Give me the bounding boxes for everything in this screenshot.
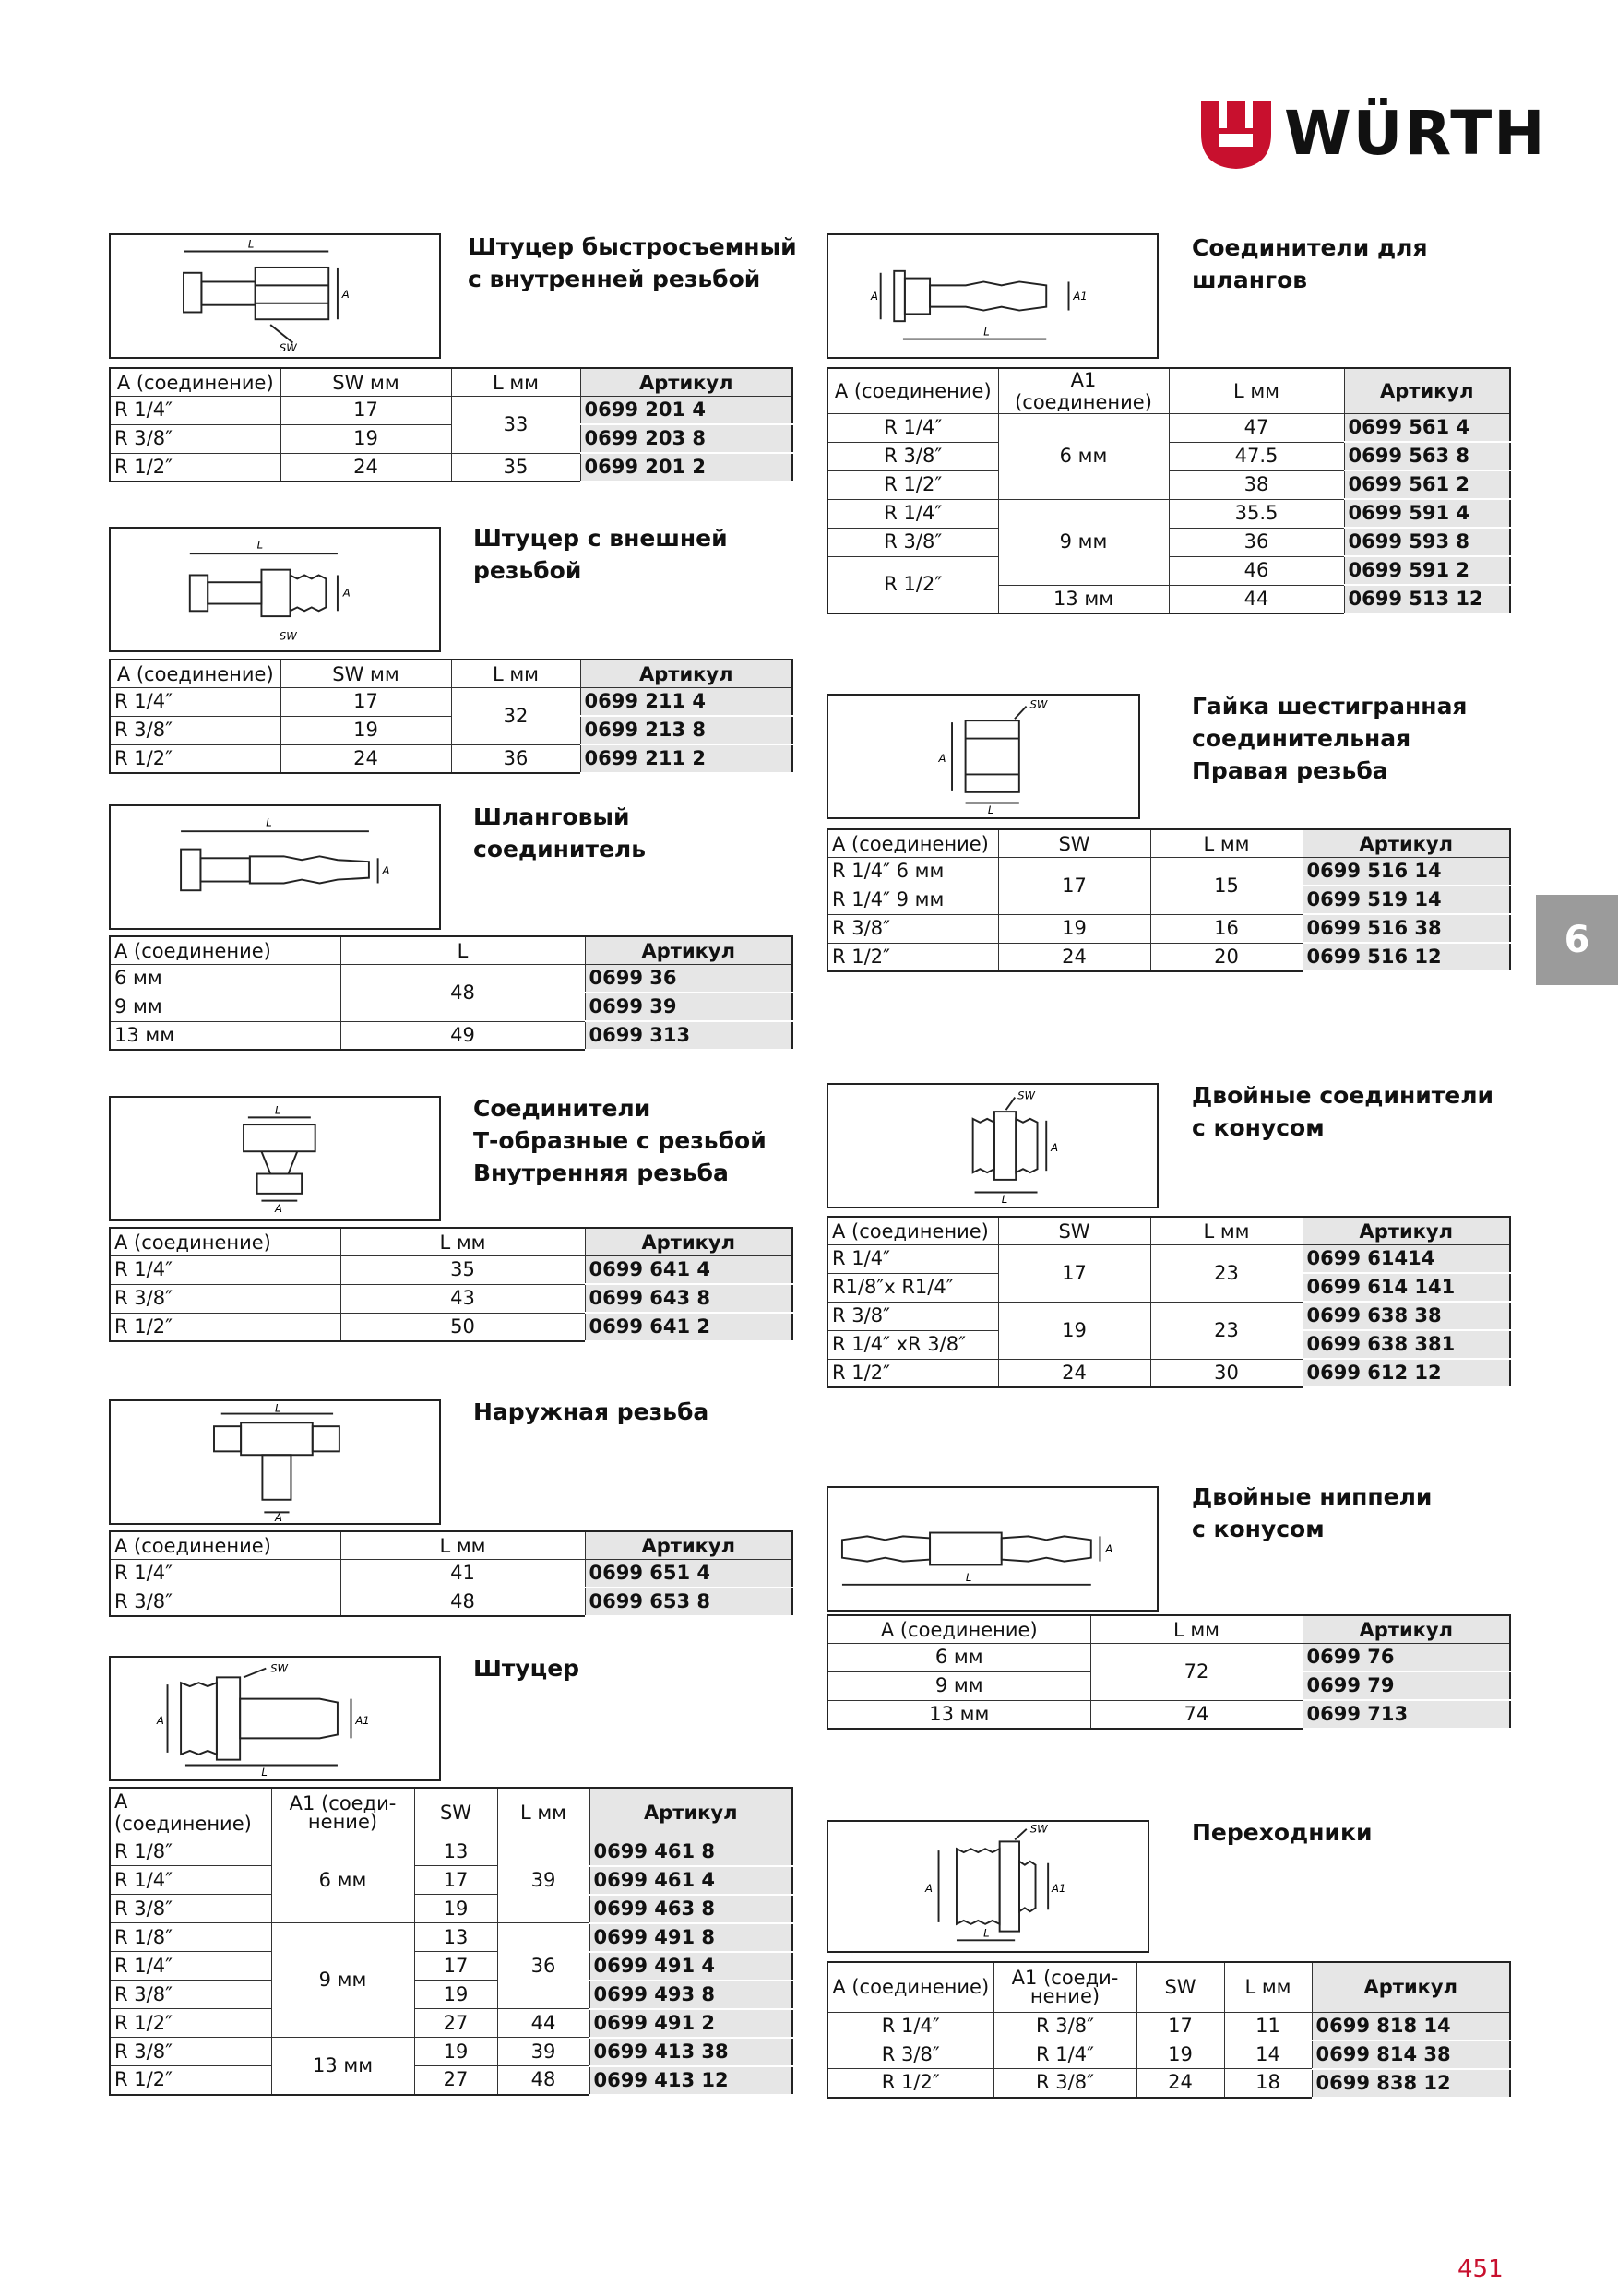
table-row: R 3/8″ 19 16 0699 516 38	[827, 914, 1510, 943]
table-row: R 3/8″ 47.5 0699 563 8	[827, 442, 1510, 470]
table-hose-connectors: A (соединение) A1 (соединение) L мм Артикул R 1/4″ 6 мм 47 0699 561 4 R 3/8″ 47.5 0699 563 8 R 1/2″ 38 0699 561 2 R 1/4″ 9 мм 35.5 0699 591 4 R 3/8″ 36 0699 593 8 R 1/2″ 46 0699 591 2 13 мм 44 0699 513 12	[827, 367, 1511, 614]
table-row: R 1/4″ 17 0699 461 4	[110, 1866, 792, 1895]
section-title-t-connector: Соединители Т-образные с резьбой Внутренняя резьба	[473, 1095, 767, 1186]
dim-label-a: A	[342, 586, 351, 600]
dim-label-a: A	[1105, 1541, 1113, 1555]
table-nipple: A (соединение) A1 (соеди-нение) SW L мм Артикул R 1/8″ 6 мм 13 39 0699 461 8 R 1/4″ 17 0699 461 4 R 3/8″ 19 0699 463 8 R 1/8″ 9 мм 13 36 0699 491 8 R 1/4″ 17 0699 491 4 R 3/8″ 19 0699 493 8 R 1/2″ 27 44 0699 491 2 R 3/8″ 13 мм 19 39 0699 413 38 R 1/2″ 27 48 0699 413 12	[109, 1787, 793, 2096]
table-row: R 1/4″ 6 мм 47 0699 561 4	[827, 414, 1510, 443]
table-male-thread-coupling: A (соединение) SW мм L мм Артикул R 1/4″ 17 32 0699 211 4 R 3/8″ 19 0699 213 8 R 1/2″ 24 36 0699 211 2	[109, 659, 793, 774]
section-title-nipple: Штуцер	[473, 1655, 580, 1682]
section-title-adapter: Переходники	[1192, 1819, 1373, 1846]
table-row: R 3/8″ R 1/4″ 19 14 0699 814 38	[827, 2040, 1510, 2069]
dim-label-sw: SW	[279, 341, 297, 355]
figure-double-connector	[827, 1083, 1159, 1208]
table-quick-coupling: A (соединение) SW мм L мм Артикул R 1/4″ 17 33 0699 201 4 R 3/8″ 19 0699 203 8 R 1/2″ 24 35 0699 201 2	[109, 367, 793, 482]
wurth-logo-icon	[1199, 97, 1273, 171]
table-row: R 1/2″ 38 0699 561 2	[827, 470, 1510, 499]
dim-label-a1: A1	[1073, 289, 1088, 303]
table-row: R 3/8″ 43 0699 643 8	[110, 1284, 792, 1313]
table-row: R 1/4″ 9 мм 0699 519 14	[827, 886, 1510, 914]
dim-label-a: A	[275, 1202, 282, 1216]
table-row: R 1/4″ xR 3/8″ 0699 638 381	[827, 1330, 1510, 1359]
table-row: R 1/4″ 41 0699 651 4	[110, 1560, 792, 1588]
figure-coupling-male-thread	[109, 527, 441, 652]
table-row: R 1/4″ R 3/8″ 17 11 0699 818 14	[827, 2012, 1510, 2040]
table-double-nipple: A (соединение) L мм Артикул 6 мм 72 0699 76 9 мм 0699 79 13 мм 74 0699 713	[827, 1614, 1511, 1730]
table-row: R 1/2″ 24 36 0699 211 2	[110, 744, 792, 773]
figure-hose-connectors	[827, 233, 1159, 359]
table-row: R 1/8″ 9 мм 13 36 0699 491 8	[110, 1923, 792, 1952]
section-title-quick-coupling: Штуцер быстросъемный с внутренней резьбой	[468, 233, 797, 292]
dim-label-l: L	[1001, 1193, 1008, 1207]
dim-label-a: A	[156, 1713, 164, 1727]
section-title-hex-nut: Гайка шестигранная соединительная Правая резьба	[1192, 693, 1468, 784]
table-row: 13 мм 49 0699 313	[110, 1021, 792, 1050]
table-row: R 1/8″ 6 мм 13 39 0699 461 8	[110, 1838, 792, 1866]
table-row: R 1/2″ 46 0699 591 2	[827, 556, 1510, 585]
dim-label-l: L	[983, 1926, 990, 1940]
section-title-hose-connector: Шланговый соединитель	[473, 803, 647, 862]
figure-nipple	[109, 1656, 441, 1781]
table-row: R 1/4″ 9 мм 35.5 0699 591 4	[827, 499, 1510, 528]
dim-label-sw: SW	[1017, 1089, 1036, 1102]
section-title-male-thread: Наружная резьба	[473, 1398, 709, 1425]
table-row: 13 мм 44 0699 513 12	[827, 585, 1510, 613]
table-row: R 1/4″ 17 23 0699 61414	[827, 1245, 1510, 1274]
table-row: R 1/4″ 17 0699 491 4	[110, 1952, 792, 1981]
dim-label-l: L	[987, 803, 994, 817]
table-row: R 1/2″ 24 20 0699 516 12	[827, 943, 1510, 971]
table-row: 13 мм 74 0699 713	[827, 1700, 1510, 1729]
table-row: R 3/8″ 19 23 0699 638 38	[827, 1302, 1510, 1330]
table-double-connector: A (соединение) SW L мм Артикул R 1/4″ 17 23 0699 61414 R1/8″x R1/4″ 0699 614 141 R 3/8″ 19 23 0699 638 38 R 1/4″ xR 3/8″ 0699 638 381 R 1/2″ 24 30 0699 612 12	[827, 1216, 1511, 1388]
figure-quick-coupling-female-thread	[109, 233, 441, 359]
dim-label-a: A	[341, 287, 350, 301]
table-row: R 1/2″ 24 30 0699 612 12	[827, 1359, 1510, 1387]
figure-t-connector-female	[109, 1096, 441, 1221]
chapter-tab: 6	[1536, 895, 1618, 985]
dim-label-a: A	[938, 751, 946, 765]
dim-label-l: L	[275, 1103, 281, 1117]
table-hex-nut: A (соединение) SW L мм Артикул R 1/4″ 6 мм 17 15 0699 516 14 R 1/4″ 9 мм 0699 519 14 R 3/8″ 19 16 0699 516 38 R 1/2″ 24 20 0699 516 12	[827, 828, 1511, 972]
table-row: R 1/2″ 50 0699 641 2	[110, 1313, 792, 1341]
dim-label-a: A	[382, 863, 390, 877]
table-hose-connector: A (соединение) L Артикул 6 мм 48 0699 36 9 мм 0699 39 13 мм 49 0699 313	[109, 935, 793, 1051]
table-row: 6 мм 48 0699 36	[110, 965, 792, 993]
table-row: R 3/8″ 19 0699 203 8	[110, 424, 792, 453]
dim-label-a1: A1	[1052, 1881, 1066, 1895]
dim-label-l: L	[256, 538, 264, 552]
table-row: R 3/8″ 19 0699 213 8	[110, 716, 792, 744]
figure-adapter	[827, 1820, 1149, 1953]
table-t-connector: A (соединение) L мм Артикул R 1/4″ 35 0699 641 4 R 3/8″ 43 0699 643 8 R 1/2″ 50 0699 641 2	[109, 1227, 793, 1342]
dim-label-l: L	[266, 815, 272, 829]
figure-hose-connector	[109, 804, 441, 930]
table-row: R 1/2″ 27 44 0699 491 2	[110, 2009, 792, 2038]
table-row: R 1/4″ 17 32 0699 211 4	[110, 688, 792, 717]
table-row: R 3/8″ 36 0699 593 8	[827, 528, 1510, 556]
wurth-logo	[1199, 97, 1547, 171]
figure-t-connector-male	[109, 1399, 441, 1525]
table-row: 9 мм 0699 79	[827, 1671, 1510, 1700]
figure-double-nipple	[827, 1486, 1159, 1612]
dim-label-a: A	[871, 289, 878, 303]
table-row: R 1/4″ 35 0699 641 4	[110, 1256, 792, 1285]
table-row: R1/8″x R1/4″ 0699 614 141	[827, 1273, 1510, 1302]
dim-label-l: L	[275, 1401, 281, 1415]
table-row: R 1/4″ 17 33 0699 201 4	[110, 397, 792, 425]
table-row: 9 мм 0699 39	[110, 993, 792, 1021]
dim-label-l: L	[247, 237, 255, 251]
page-number: 451	[1457, 2255, 1504, 2283]
table-row: 6 мм 72 0699 76	[827, 1644, 1510, 1672]
dim-label-sw: SW	[279, 629, 297, 643]
table-row: R 1/2″ 27 48 0699 413 12	[110, 2066, 792, 2095]
table-row: R 3/8″ 19 0699 493 8	[110, 1981, 792, 2009]
dim-label-sw: SW	[1029, 697, 1048, 711]
section-title-hose-connectors: Соединители для шлангов	[1192, 234, 1428, 293]
dim-label-sw: SW	[270, 1661, 289, 1675]
figure-hex-nut	[827, 694, 1140, 819]
dim-label-l: L	[965, 1570, 972, 1584]
dim-label-sw: SW	[1029, 1822, 1048, 1836]
dim-label-a1: A1	[355, 1713, 370, 1727]
section-title-double-nipple: Двойные ниппели с конусом	[1192, 1483, 1433, 1542]
dim-label-l: L	[983, 325, 990, 339]
wurth-logo-text: WÜRTH	[1284, 98, 1547, 169]
table-row: R 3/8″ 48 0699 653 8	[110, 1588, 792, 1616]
table-row: R 1/4″ 6 мм 17 15 0699 516 14	[827, 858, 1510, 886]
dim-label-a: A	[1051, 1140, 1059, 1154]
dim-label-a: A	[924, 1881, 933, 1895]
table-row: R 3/8″ 13 мм 19 39 0699 413 38	[110, 2038, 792, 2066]
table-row: R 3/8″ 19 0699 463 8	[110, 1895, 792, 1923]
table-row: R 1/2″ 24 35 0699 201 2	[110, 453, 792, 482]
section-title-double-connector: Двойные соединители с конусом	[1192, 1082, 1494, 1141]
table-male-thread: A (соединение) L мм Артикул R 1/4″ 41 0699 651 4 R 3/8″ 48 0699 653 8	[109, 1530, 793, 1617]
dim-label-l: L	[261, 1766, 268, 1779]
table-adapter: A (соединение) A1 (соеди-нение) SW L мм Артикул R 1/4″ R 3/8″ 17 11 0699 818 14 R 3/8″ R 1/4″ 19 14 0699 814 38 R 1/2″ R 3/8″ 24 18 0699 838 12	[827, 1961, 1511, 2099]
dim-label-a: A	[275, 1511, 282, 1523]
table-row: R 1/2″ R 3/8″ 24 18 0699 838 12	[827, 2069, 1510, 2098]
section-title-male-thread-coupling: Штуцер с внешней резьбой	[473, 525, 728, 584]
